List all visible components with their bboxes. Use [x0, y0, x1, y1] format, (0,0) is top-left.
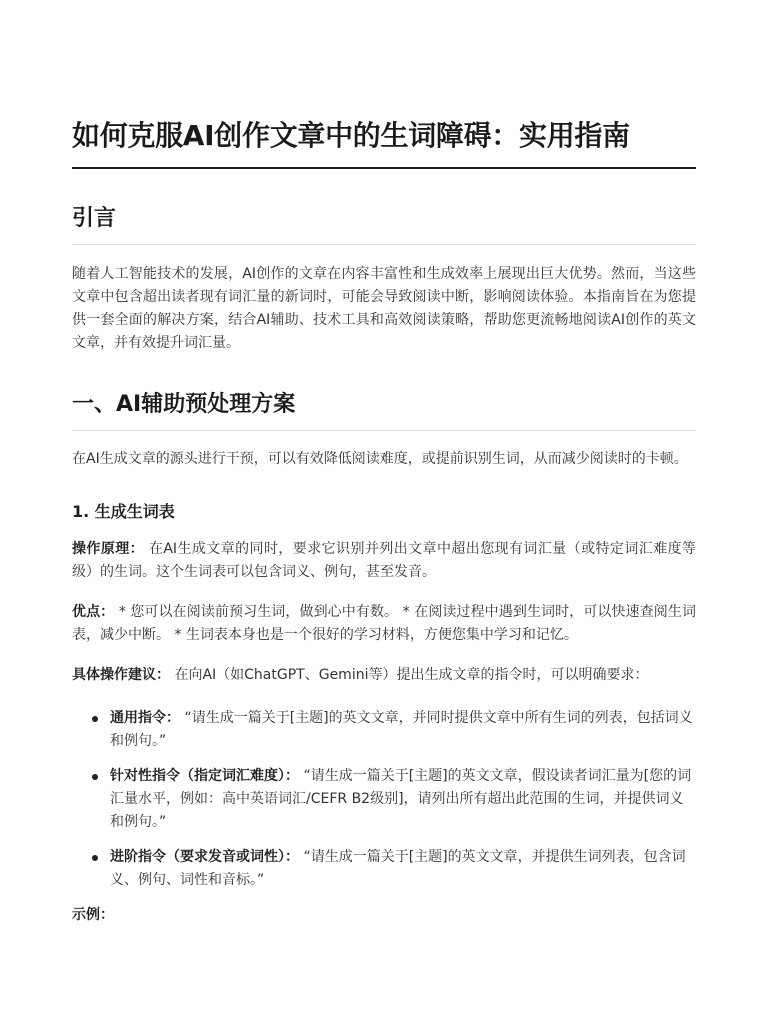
list-item-label: 针对性指令（指定词汇难度）： — [110, 768, 299, 784]
list-item-text: “请生成一篇关于[主题]的英文文章，并同时提供文章中所有生词的列表，包括词义和例句。” — [110, 710, 693, 749]
section1-heading: 一、AI辅助预处理方案 — [72, 392, 296, 417]
instruction-list — [72, 707, 696, 892]
title-divider — [72, 167, 696, 169]
principle-label: 操作原理： — [72, 541, 145, 557]
section1-divider — [72, 430, 696, 431]
pros-paragraph — [72, 601, 696, 647]
advice-label: 具体操作建议： — [72, 667, 170, 683]
pros-label: 优点： — [72, 604, 115, 620]
bullet-dot-icon — [92, 716, 98, 722]
list-item-label: 通用指令： — [110, 710, 180, 726]
principle-text: 在AI生成文章的同时，要求它识别并列出文章中超出您现有词汇量（或特定词汇难度等级）的生词。这个生词表可以包含词义、例句，甚至发音。 — [72, 541, 697, 580]
list-item — [110, 707, 696, 753]
pros-text: * 您可以在阅读前预习生词，做到心中有数。 * 在阅读过程中遇到生词时，可以快速查阅生词表，减少中断。 * 生词表本身也是一个很好的学习材料，方便您集中学习和记忆。 — [72, 604, 696, 643]
intro-heading: 引言 — [72, 206, 117, 231]
advice-text: 在向AI（如ChatGPT、Gemini等）提出生成文章的指令时，可以明确要求： — [170, 667, 649, 683]
example-paragraph — [72, 904, 696, 927]
bullet-dot-icon — [92, 855, 98, 861]
list-item-text: “请生成一篇关于[主题]的英文文章，并提供生词列表，包含词义、例句、词性和音标。” — [110, 849, 686, 888]
list-item-text: “请生成一篇关于[主题]的英文文章，假设读者词汇量为[您的词汇量水平，例如：高中英语词汇/CEFR B2级别]，请列出所有超出此范围的生词，并提供词义和例句。” — [110, 768, 692, 830]
intro-paragraph: 随着人工智能技术的发展，AI创作的文章在内容丰富性和生成效率上展现出巨大优势。然而，当这些文章中包含超出读者现有词汇量的新词时，可能会导致阅读中断，影响阅读体验。本指南旨在为您提供一套全面的解决方案，结合AI辅助、技术工具和高效阅读策略，帮助您更流畅地阅读AI创作的英文文章，并有效提升词汇量。 — [72, 266, 696, 351]
subsection1-heading: 1. 生成生词表 — [72, 502, 175, 521]
list-item — [110, 846, 696, 892]
bullet-dot-icon — [92, 774, 98, 780]
principle-paragraph — [72, 538, 696, 584]
list-item-label: 进阶指令（要求发音或词性）： — [110, 849, 299, 865]
advice-paragraph — [72, 664, 696, 687]
intro-divider — [72, 244, 696, 245]
list-item — [110, 765, 696, 834]
section1-paragraph: 在AI生成文章的源头进行干预，可以有效降低阅读难度，或提前识别生词，从而减少阅读时的卡顿。 — [72, 451, 688, 467]
document-title: 如何克服AI创作文章中的生词障碍：实用指南 — [72, 119, 630, 152]
example-label: 示例： — [72, 907, 114, 923]
